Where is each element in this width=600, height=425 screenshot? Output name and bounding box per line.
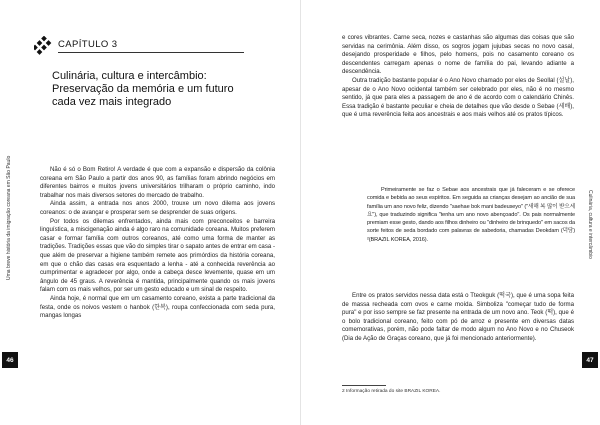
left-page-number: 46 [2, 352, 18, 368]
chapter-label: CAPÍTULO 3 [58, 39, 118, 50]
left-side-label: Uma breve história da imigração coreana em São Paulo [6, 155, 12, 280]
paragraph: Entre os pratos servidos nessa data está o Tteokguk (떡국), que é uma sopa feita de massa recheada com ovos e carne moída. Simboliza "começar tudo de forma pura" e por isso sempre se faz presente na entrada de um novo ano. Teok (떡), que é o bolo tradicional coreano, feito com pó de arroz e presente em diversas datas comemorativas, porém, não pode faltar de modo algum no Ano Novo e no Chuseok (Dia de Ação de Graças coreano, que já foi mencionado anteriormente). [342, 292, 574, 342]
quote-text: Primeiramente se faz o Sebae aos ancestrais que já faleceram e se oferece comida e bebida ao seus espíritos. Em seguida as crianças desejam ao ancião de sua família um ano novo feliz, dizendo "saehae bok mani badeuseyo" ("새해 복 많이 받으세요"), que traduzindo significa "tenha um ano novo abençoado". Os pais normalmente premiam esse gesto, dando aos filhos dinheiro ou "dinheiro de brinquedo" em sacos da sorte feitos de seda bordado com palavras de sabedoria, chamadas Deokdam (덕담) ²(BRAZIL KOREA, 2016). [367, 187, 575, 243]
title-line: Culinária, cultura e intercâmbio: [52, 70, 207, 82]
right-body-text-bottom [342, 292, 574, 344]
footnote-rule [342, 385, 386, 386]
title-line: Preservação da memória e um futuro [52, 83, 234, 95]
right-body-text-top [342, 34, 574, 120]
paragraph: Não é só o Bom Retiro! A verdade é que com a expansão e dispersão da colônia coreana em São Paulo a partir dos anos 90, as famílias foram abrindo negócios em diferentes bairros e muitos jovens universitários trilharam o próprio caminho, indo trabalhar nos mais diversos setores do mercado de trabalho. [40, 166, 275, 199]
section-title [52, 70, 252, 109]
left-body-text [40, 166, 275, 321]
diamond-pattern-icon [34, 36, 54, 56]
block-quote [367, 186, 575, 244]
paragraph: Ainda assim, a entrada nos anos 2000, trouxe um novo dilema aos jovens coreanos: o de avançar e prosperar sem se desprender de suas origens. [40, 200, 275, 216]
paragraph: Ainda hoje, é normal que em um casamento coreano, exista a parte tradicional da festa, onde os noivos vestem o hanbok (한복), roupa confeccionada com seda pura, mangas longas [40, 294, 275, 320]
paragraph: e cores vibrantes. Carne seca, nozes e castanhas são algumas das coisas que são servidas na cerimônia. Além disso, os sogros jogam jujubas secas no novo casal, desejando prosperidade e filhos, pelo homens, pois no casamento coreano os descendentes carregam apenas o nome de família do pai, levando adiante a descendência. [342, 34, 574, 76]
right-side-label: Culinária, cultura e intercâmbio [587, 190, 593, 259]
paragraph: Por todos os dilemas enfrentados, ainda mais com preconceitos e barreira linguística, a miscigenação ainda é algo raro na comunidade coreana. Muitos preferem casar e formar família com outros coreanos, até como uma forma de manter as tradições. Tradições essas que vão do simples tirar o sapato antes de entrar em casa - que além de preservar a higiene também remete aos primórdios da história coreana, em que o chão das casas era esquentado a lenha - até a conhecida reverência ao cumprimentar e agradecer por algo, onde a cabeça desce levemente, quase em um ângulo de 45 graus. A reverência é mantida, principalmente quando os mais jovens falam com os mais velhos, por ser um gesto educado e um sinal de respeito. [40, 217, 275, 294]
title-line: cada vez mais integrado [52, 96, 172, 108]
footnote: 2 Informação retirada do site BRAZIL KOREA. [342, 389, 441, 394]
paragraph: Outra tradição bastante popular é o Ano Novo chamado por eles de Seollal (설날), apesar de o Ano Novo ocidental também ser celebrado por eles, não é no mesmo sentido, já que para eles a passagem de ano é de acordo com o calendário Chinês. Essa tradição é bastante peculiar e cheia de detalhes que vão desde o Sebae (세배), que é uma reverência feita aos ancestrais e aos mais velhos até os pratos típicos. [342, 76, 574, 119]
right-page-number: 47 [582, 352, 598, 368]
chapter-rule [58, 52, 244, 53]
chapter-heading [34, 36, 244, 58]
